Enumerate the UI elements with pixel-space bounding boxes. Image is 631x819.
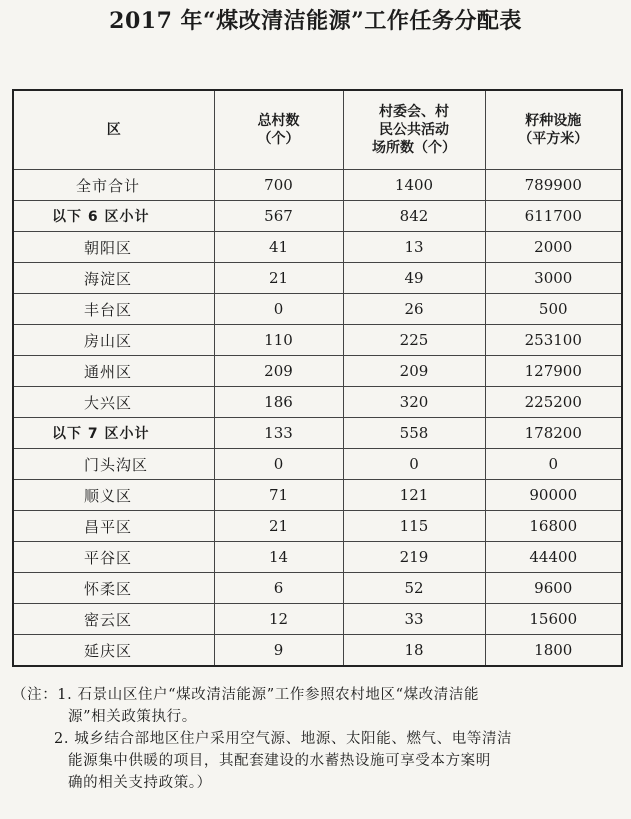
header-seedling <box>485 90 622 170</box>
district-name-cell: 门头沟区 <box>13 449 214 480</box>
village-count-cell: 12 <box>214 604 343 635</box>
table-header-row <box>13 90 622 170</box>
district-name-cell: 昌平区 <box>13 511 214 542</box>
venue-count-cell: 209 <box>343 356 485 387</box>
venue-count-cell: 842 <box>343 201 485 232</box>
district-name-cell: 房山区 <box>13 325 214 356</box>
table-row <box>13 511 622 542</box>
village-count-cell: 0 <box>214 294 343 325</box>
district-name-cell: 全市合计 <box>13 170 214 201</box>
note-1-line-2: 源”相关政策执行。 <box>68 709 197 725</box>
table-row <box>13 325 622 356</box>
header-seedling-line-1: 籽种设施 <box>525 113 582 129</box>
village-count-cell: 14 <box>214 542 343 573</box>
village-count-cell: 133 <box>214 418 343 449</box>
table-row <box>13 542 622 573</box>
seedling-area-cell: 127900 <box>485 356 622 387</box>
seedling-area-cell: 0 <box>485 449 622 480</box>
district-name-cell: 延庆区 <box>13 635 214 667</box>
page-title: 2017 年“煤改清洁能源”工作任务分配表 <box>109 8 522 34</box>
village-count-cell: 567 <box>214 201 343 232</box>
seedling-area-cell: 225200 <box>485 387 622 418</box>
header-venues <box>343 90 485 170</box>
table-row <box>13 635 622 667</box>
seedling-area-cell: 16800 <box>485 511 622 542</box>
venue-count-cell: 219 <box>343 542 485 573</box>
venue-count-cell: 26 <box>343 294 485 325</box>
venue-count-cell: 115 <box>343 511 485 542</box>
village-count-cell: 71 <box>214 480 343 511</box>
village-count-cell: 700 <box>214 170 343 201</box>
village-count-cell: 6 <box>214 573 343 604</box>
header-seedling-line-2: （平方米） <box>518 131 589 147</box>
village-count-cell: 186 <box>214 387 343 418</box>
header-venues-line-1: 村委会、村 <box>379 104 449 120</box>
village-count-cell: 21 <box>214 511 343 542</box>
district-name-cell: 丰台区 <box>13 294 214 325</box>
seedling-area-cell: 9600 <box>485 573 622 604</box>
header-villages-line-2: （个） <box>257 131 300 147</box>
note-2-line-1: 2. 城乡结合部地区住户采用空气源、地源、太阳能、燃气、电等清洁 <box>54 731 513 747</box>
village-count-cell: 209 <box>214 356 343 387</box>
venue-count-cell: 0 <box>343 449 485 480</box>
table-row <box>13 294 622 325</box>
table-body <box>13 170 622 667</box>
table-row <box>13 604 622 635</box>
seedling-area-cell: 44400 <box>485 542 622 573</box>
header-venues-line-2: 民公共活动 <box>379 122 449 138</box>
district-name-cell: 顺义区 <box>13 480 214 511</box>
table-row <box>13 232 622 263</box>
venue-count-cell: 49 <box>343 263 485 294</box>
venue-count-cell: 18 <box>343 635 485 667</box>
header-villages <box>214 90 343 170</box>
task-allocation-table <box>12 89 623 667</box>
table-row <box>13 480 622 511</box>
venue-count-cell: 121 <box>343 480 485 511</box>
header-venues-line-3: 场所数（个） <box>372 140 456 156</box>
seedling-area-cell: 789900 <box>485 170 622 201</box>
district-name-cell: 朝阳区 <box>13 232 214 263</box>
header-villages-line-1: 总村数 <box>257 113 300 129</box>
table-row <box>13 449 622 480</box>
table-row <box>13 573 622 604</box>
village-count-cell: 0 <box>214 449 343 480</box>
seedling-area-cell: 253100 <box>485 325 622 356</box>
table-row <box>13 263 622 294</box>
seedling-area-cell: 15600 <box>485 604 622 635</box>
district-name-cell: 通州区 <box>13 356 214 387</box>
seedling-area-cell: 90000 <box>485 480 622 511</box>
seedling-area-cell: 2000 <box>485 232 622 263</box>
seedling-area-cell: 500 <box>485 294 622 325</box>
notes-section <box>12 684 624 794</box>
venue-count-cell: 320 <box>343 387 485 418</box>
district-name-cell: 海淀区 <box>13 263 214 294</box>
district-name-cell: 怀柔区 <box>13 573 214 604</box>
venue-count-cell: 1400 <box>343 170 485 201</box>
venue-count-cell: 558 <box>343 418 485 449</box>
venue-count-cell: 52 <box>343 573 485 604</box>
task-allocation-table-container <box>12 89 621 667</box>
village-count-cell: 110 <box>214 325 343 356</box>
seedling-area-cell: 3000 <box>485 263 622 294</box>
district-name-cell: 以下 7 区小计 <box>13 418 214 449</box>
venue-count-cell: 33 <box>343 604 485 635</box>
seedling-area-cell: 1800 <box>485 635 622 667</box>
seedling-area-cell: 178200 <box>485 418 622 449</box>
table-row <box>13 170 622 201</box>
village-count-cell: 21 <box>214 263 343 294</box>
seedling-area-cell: 611700 <box>485 201 622 232</box>
village-count-cell: 41 <box>214 232 343 263</box>
village-count-cell: 9 <box>214 635 343 667</box>
header-district: 区 <box>13 90 214 170</box>
note-2-line-3: 确的相关支持政策。） <box>68 775 212 791</box>
note-2-line-2: 能源集中供暖的项目，其配套建设的水蓄热设施可享受本方案明 <box>68 753 491 769</box>
venue-count-cell: 13 <box>343 232 485 263</box>
table-row <box>13 356 622 387</box>
district-name-cell: 密云区 <box>13 604 214 635</box>
venue-count-cell: 225 <box>343 325 485 356</box>
district-name-cell: 平谷区 <box>13 542 214 573</box>
note-1-line-1: （注：1. 石景山区住户“煤改清洁能源”工作参照农村地区“煤改清洁能 <box>12 687 480 703</box>
table-row <box>13 418 622 449</box>
district-name-cell: 大兴区 <box>13 387 214 418</box>
table-row <box>13 201 622 232</box>
district-name-cell: 以下 6 区小计 <box>13 201 214 232</box>
table-row <box>13 387 622 418</box>
